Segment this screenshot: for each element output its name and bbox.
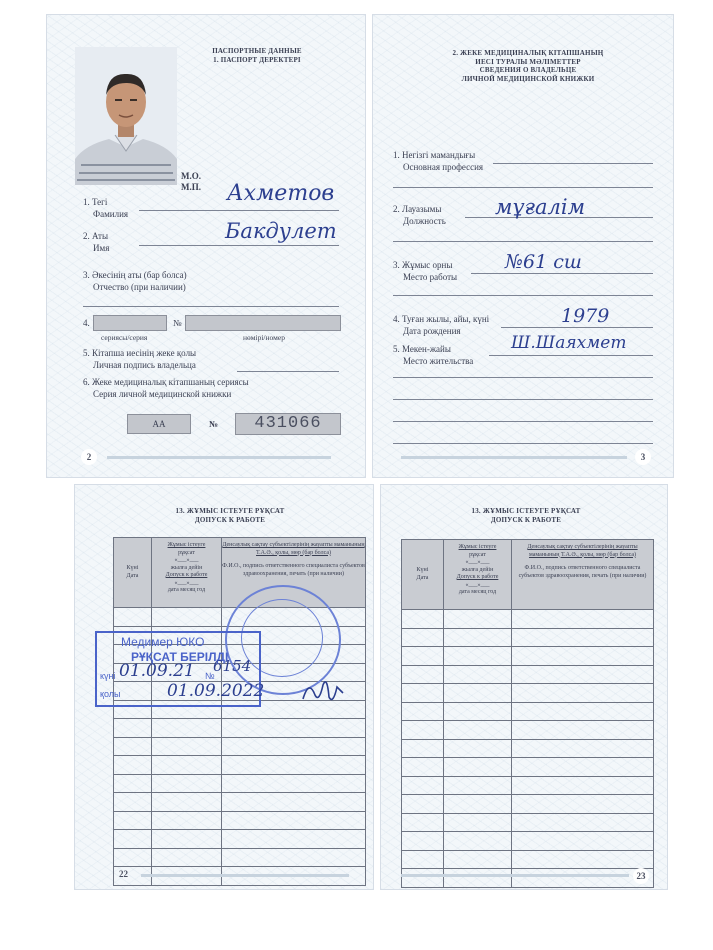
number-sign: № [173,318,182,328]
table-row [402,739,654,758]
col-label: Жұмыс істеуге [458,544,497,550]
stamp-place-ru: М.П. [181,182,201,192]
table-row [402,647,654,666]
col-label: Денсаулық сақтау субъектілерінің жауапты маманының Т.А.Ә., қолы, мөр (бар болса) [222,542,365,556]
birth-label-ru: Дата рождения [403,326,461,336]
signature-label-ru: Личная подпись владельца [93,360,196,370]
col-label: «___»___ [174,557,199,563]
book-series-value: АА [127,414,191,434]
workplace-line [471,273,653,274]
page-2-passport-data [46,14,366,478]
table-row [402,721,654,740]
workplace-value: №61 сш [505,251,582,273]
patronymic-label-ru: Отчество (при наличии) [93,282,186,292]
position-line-2 [393,241,653,242]
profession-line [493,163,653,164]
residence-line-5 [393,443,653,444]
header-line: 13. ЖҰМЫС ІСТЕУГЕ РҰҚСАТ [175,507,285,515]
name-line [139,245,339,246]
col-label: Ф.И.О., подпись ответственного специалиста субъектов здравоохранения, печать (при наличии) [518,565,647,579]
position-label [393,203,446,227]
header-line: ДОПУСК К РАБОТЕ [194,515,266,524]
table-row [402,869,654,888]
table-row [402,776,654,795]
table-row [114,737,366,756]
page-3-header [413,49,643,83]
birth-label-kz: 4. Туған жылы, айы, күні [393,314,490,324]
residence-line-3 [393,399,653,400]
workplace-line-2 [393,295,653,296]
col-label: «___»___ [174,579,199,586]
header-line: 1. ПАСПОРТ ДЕРЕКТЕРІ [213,55,301,64]
date-column-header [114,538,152,608]
page-22-work-permit [74,484,374,890]
stamp-line-1: Медимер ЮКО [121,635,205,649]
col-label: Дата [416,574,429,581]
birth-line [501,327,653,328]
position-value: мұғалім [495,195,586,219]
page-22-header [135,507,325,524]
work-permit-table [401,539,654,888]
residence-line-2 [393,377,653,378]
signature-scribble-icon [301,673,345,707]
profession-label-ru: Основная профессия [403,162,484,172]
date-column-header [402,540,444,610]
col-label: Жұмыс істеуге [167,542,206,548]
profession-label [393,149,483,173]
stamp-date-value: 01.09.21 [119,661,195,681]
signature-label-kz: 5. Кітапша иесінің жеке қолы [83,348,197,358]
book-series-label-kz: 6. Жеке медициналық кітапшаның сериясы [83,377,249,387]
stamp-sign-value: 01.09.2022 [167,681,265,701]
stamp-sign-label: қолы [100,689,121,699]
col-label: Денсаулық сақтау субъектілерінің жауапты маманының Т.А.Ә., қолы, мөр (бар болса) [527,544,638,558]
signature-label [83,347,196,371]
stamp-place-kz: М.О. [181,171,201,181]
stamp-number-value: 6154 [213,657,252,675]
residence-value: Ш.Шаяхмет [511,333,627,353]
name-value: Бакдулет [225,219,337,243]
number-caption: нөмірі/номер [243,333,285,342]
page-number: 23 [633,868,649,884]
residence-label-kz: 5. Мекен-жайы [393,344,451,354]
number-redacted-box [185,315,341,331]
table-row [114,756,366,775]
table-header-row [114,538,366,608]
profession-line-2 [393,187,653,188]
patronymic-line [83,306,339,307]
table-row [402,850,654,869]
field-4-label: 4. [83,318,90,328]
col-label: жылға дейін [170,564,203,571]
workplace-label-ru: Место работы [403,272,458,282]
book-series-label [83,376,249,400]
surname-label-ru: Фамилия [93,209,129,219]
page-3-owner-info [372,14,674,478]
col-label: Күні [126,565,139,571]
birth-value: 1979 [561,305,610,327]
footer-band [401,874,629,877]
footer-band [107,456,331,459]
col-label: жылға дейін [461,566,494,573]
residence-label [393,343,473,367]
name-label-kz: 2. Аты [83,231,109,241]
birth-label [393,313,489,337]
position-label-kz: 2. Лауазымы [393,204,442,214]
surname-line [139,210,339,211]
series-caption: сериясы/серия [101,333,148,342]
col-label: дата месяц год [458,589,497,595]
col-label: Допуск к работе [456,574,499,580]
table-row [114,793,366,812]
table-row [114,719,366,738]
col-label: Дата [126,572,139,579]
series-redacted-box [93,315,167,331]
col-label: дата месяц год [167,587,206,593]
table-row [114,811,366,830]
table-row [402,628,654,647]
surname-value: Ахметов [227,181,335,206]
footer-band [401,456,627,459]
residence-label-ru: Место жительства [403,356,474,366]
profession-label-kz: 1. Негізгі мамандығы [393,150,476,160]
workplace-label [393,259,457,283]
stamp-date-label: күні [100,671,116,681]
footer-band [141,874,349,877]
table-row [114,830,366,849]
page-number: 2 [81,449,97,465]
col-label: Допуск к работе [165,572,208,578]
name-label-ru: Имя [93,243,110,253]
table-header-row [402,540,654,610]
table-row [402,702,654,721]
specialist-column-header [512,540,654,610]
signature-line [237,371,339,372]
name-label [83,230,109,254]
workplace-label-kz: 3. Жұмыс орны [393,260,453,270]
col-label: «___»___ [465,559,490,565]
header-line: 13. ЖҰМЫС ІСТЕУГЕ РҰҚСАТ [471,507,581,515]
table-row [114,774,366,793]
page-number: 3 [635,449,651,465]
col-label: Ф.И.О., подпись ответственного специалиста субъектов здравоохранения, печать (при наличии) [222,563,365,577]
position-label-ru: Должность [403,216,446,226]
surname-label [83,196,128,220]
patronymic-label-kz: 3. Әкесінің аты (бар болса) [83,270,187,280]
table-row [402,813,654,832]
page-number: 22 [119,869,128,879]
table-row [402,832,654,851]
table-row [402,684,654,703]
surname-label-kz: 1. Тегі [83,197,108,207]
work-permit-table [113,537,366,886]
header-line: ПАСПОРТНЫЕ ДАННЫЕ [212,47,302,55]
stamp-line-2: РҰҚСАТ БЕРІЛДІ [131,650,229,664]
table-row [402,758,654,777]
stamp-number-label: № [205,671,215,681]
residence-line [489,355,653,356]
residence-line-4 [393,421,653,422]
header-line: ЛИЧНОЙ МЕДИЦИНСКОЙ КНИЖКИ [461,74,595,83]
col-label: «___»___ [465,581,490,588]
col-label: рұқсат [469,551,486,558]
table-row [402,610,654,629]
page-2-header [177,47,337,64]
col-label: Күні [416,567,429,573]
header-line: 2. ЖЕКЕ МЕДИЦИНАЛЫҚ КІТАПШАНЫҢ [452,49,604,57]
book-series-label-ru: Серия личной медицинской книжки [93,389,232,399]
permit-column-header [152,538,222,608]
permit-column-header [444,540,512,610]
page-23-header [431,507,621,524]
table-row [114,848,366,867]
patronymic-label [83,269,187,293]
col-label: рұқсат [178,549,195,556]
owner-photo [75,47,177,185]
table-row [402,665,654,684]
table-row [402,795,654,814]
person-photo-icon [75,47,177,185]
page-23-work-permit [380,484,668,890]
header-line: ИЕСІ ТУРАЛЫ МӘЛІМЕТТЕР [475,57,581,66]
book-number-sign: № [209,419,219,429]
stamp-place-label [181,171,201,193]
header-line: СВЕДЕНИЯ О ВЛАДЕЛЬЦЕ [479,66,577,74]
book-number-value: 431066 [235,413,341,435]
header-line: ДОПУСК К РАБОТЕ [490,515,562,524]
